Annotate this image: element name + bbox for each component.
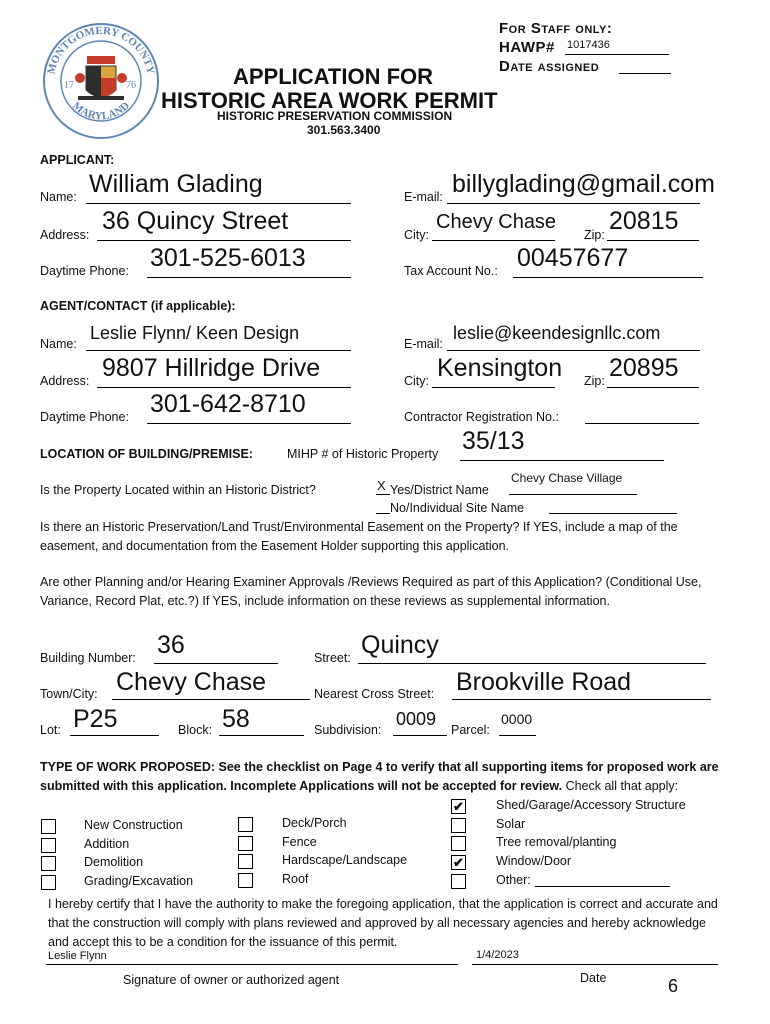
district-name-line — [509, 494, 637, 495]
district-no-line — [376, 513, 390, 514]
hawp-label: HAWP# — [499, 39, 555, 56]
tax-account-label: Tax Account No.: — [404, 264, 498, 278]
agent-zip-line — [607, 387, 699, 388]
block-field[interactable]: 58 — [222, 705, 250, 733]
agent-address-label: Address: — [40, 374, 90, 388]
work-checkbox[interactable] — [238, 854, 253, 869]
applicant-name-field[interactable]: William Glading — [89, 170, 263, 198]
applicant-address-label: Address: — [40, 228, 90, 242]
agent-name-label: Name: — [40, 337, 77, 351]
other-line — [535, 886, 670, 887]
seal-year-right: 76 — [126, 80, 136, 91]
building-number-label: Building Number: — [40, 651, 136, 665]
town-city-line — [112, 699, 310, 700]
applicant-city-field[interactable]: Chevy Chase — [436, 211, 557, 233]
seal-year-left: 17 — [64, 80, 74, 91]
work-checkbox-label: Shed/Garage/Accessory Structure — [496, 798, 686, 812]
title-line-1: APPLICATION FOR — [233, 64, 434, 89]
mihp-field[interactable]: 35/13 — [462, 427, 525, 455]
seal-bottom-text: MARYLAND — [70, 99, 132, 123]
applicant-zip-field[interactable]: 20815 — [609, 207, 679, 235]
district-name-field[interactable]: Chevy Chase Village — [511, 471, 623, 485]
lot-field[interactable]: P25 — [73, 705, 118, 733]
parcel-field[interactable]: 0000 — [501, 711, 533, 727]
cross-street-line — [452, 699, 711, 700]
work-checkbox-label: Addition — [84, 836, 130, 851]
signature-line — [46, 964, 458, 965]
applicant-phone-field[interactable]: 301-525-6013 — [150, 244, 306, 272]
street-field[interactable]: Quincy — [361, 631, 439, 659]
tax-account-line — [513, 277, 703, 278]
applicant-zip-line — [607, 240, 699, 241]
agent-heading: AGENT/CONTACT (if applicable): — [40, 299, 236, 313]
agent-city-field[interactable]: Kensington — [437, 354, 563, 382]
work-checkbox[interactable] — [41, 875, 56, 890]
district-yes-line — [376, 494, 390, 495]
work-checkbox[interactable] — [238, 817, 253, 832]
date-assigned-line — [619, 73, 671, 74]
commission-name: HISTORIC PRESERVATION COMMISSION — [217, 109, 453, 123]
work-checkbox[interactable] — [451, 874, 466, 889]
applicant-email-field[interactable]: billyglading@gmail.com — [452, 170, 715, 198]
agent-address-line — [97, 387, 351, 388]
certification-text: I hereby certify that I have the authority to make the foregoing application, that the application is correct and accurate and that the construction will comply with plans reviewed and approved by all necessary agencies and hereby acknowledge and accept this to be a condition for the issuance of this permit. — [48, 897, 718, 949]
block-label: Block: — [178, 723, 213, 737]
date-label: Date — [580, 971, 607, 985]
district-yes-label: Yes/District Name — [390, 483, 489, 497]
work-type-heading-text: TYPE OF WORK PROPOSED: See the checklist on Page 4 to verify that all supporting items for proposed work are submitted with this application. Incomplete Applications will not be accepted for review. — [40, 760, 719, 793]
commission-phone: 301.563.3400 — [307, 123, 381, 137]
parcel-label: Parcel: — [451, 723, 490, 737]
building-number-line — [154, 663, 278, 664]
site-name-line — [549, 513, 677, 514]
applicant-name-label: Name: — [40, 190, 77, 204]
work-checkbox[interactable] — [41, 856, 56, 871]
agent-city-label: City: — [404, 374, 429, 388]
mihp-line — [460, 460, 664, 461]
easement-question: Is there an Historic Preservation/Land Trust/Environmental Easement on the Property? If YES, include a map of the easement, and documentation from the Easement Holder supporting this application. — [40, 520, 678, 553]
agent-email-line — [447, 350, 700, 351]
staff-heading: For Staff only: — [499, 20, 613, 37]
street-label: Street: — [314, 651, 351, 665]
applicant-zip-label: Zip: — [584, 228, 605, 242]
agent-zip-label: Zip: — [584, 374, 605, 388]
hawp-line — [565, 54, 669, 55]
building-number-field[interactable]: 36 — [157, 631, 185, 659]
subdivision-label: Subdivision: — [314, 723, 382, 737]
work-checkbox-label: New Construction — [84, 818, 183, 832]
agent-zip-field[interactable]: 20895 — [609, 354, 679, 382]
parcel-line — [499, 735, 536, 736]
district-question: Is the Property Located within an Historic District? — [40, 483, 316, 497]
work-checkbox-label: Demolition — [84, 855, 144, 870]
agent-phone-line — [147, 423, 351, 424]
agent-city-line — [432, 387, 555, 388]
work-checkbox-label: Deck/Porch — [282, 816, 347, 830]
work-type-heading — [40, 758, 730, 796]
work-checkbox-label: Hardscape/Landscape — [282, 853, 408, 868]
work-checkbox[interactable]: ✔ — [451, 855, 466, 870]
work-checkbox-label: Tree removal/planting — [496, 835, 617, 850]
district-yes-mark[interactable]: X — [377, 478, 386, 493]
page-number: 6 — [668, 976, 679, 996]
applicant-address-field[interactable]: 36 Quincy Street — [102, 207, 289, 235]
date-assigned-label: Date assigned — [499, 58, 600, 75]
title-line-2: HISTORIC AREA WORK PERMIT — [161, 88, 498, 113]
applicant-phone-label: Daytime Phone: — [40, 264, 129, 278]
approvals-question: Are other Planning and/or Hearing Examiner Approvals /Reviews Required as part of this Application? (Conditional Use, Variance, Record Plat, etc.?) If YES, include information on these reviews as supplemental information. — [40, 575, 702, 608]
tax-account-field[interactable]: 00457677 — [517, 244, 629, 272]
agent-address-field[interactable]: 9807 Hillridge Drive — [102, 354, 321, 382]
work-checkbox[interactable] — [238, 836, 253, 851]
agent-phone-label: Daytime Phone: — [40, 410, 129, 424]
work-checkbox-label: Window/Door — [496, 854, 572, 869]
agent-phone-field[interactable]: 301-642-8710 — [150, 390, 306, 418]
work-type-check-instruction: Check all that apply: — [565, 779, 679, 793]
town-city-label: Town/City: — [40, 687, 98, 701]
agent-email-field[interactable]: leslie@keendesignllc.com — [453, 323, 661, 343]
work-checkbox[interactable] — [451, 818, 466, 833]
work-checkbox-label: Grading/Excavation — [84, 874, 194, 889]
work-checkbox[interactable] — [41, 838, 56, 853]
agent-email-label: E-mail: — [404, 337, 443, 351]
applicant-email-line — [447, 203, 700, 204]
work-checkbox[interactable] — [41, 819, 56, 834]
town-city-field[interactable]: Chevy Chase — [116, 668, 267, 696]
work-checkbox-label: Roof — [282, 872, 309, 887]
signature-field[interactable]: Leslie Flynn — [48, 950, 107, 962]
block-line — [219, 735, 304, 736]
work-checkbox[interactable] — [238, 873, 253, 888]
applicant-heading: APPLICANT: — [40, 153, 115, 167]
signature-label: Signature of owner or authorized agent — [123, 973, 340, 987]
work-checkbox[interactable]: ✔ — [451, 799, 466, 814]
date-line — [472, 964, 718, 965]
location-heading: LOCATION OF BUILDING/PREMISE: — [40, 447, 253, 461]
subdivision-field[interactable]: 0009 — [396, 709, 437, 729]
subdivision-line — [393, 735, 447, 736]
applicant-name-line — [86, 203, 351, 204]
applicant-phone-line — [147, 277, 351, 278]
cross-street-label: Nearest Cross Street: — [314, 687, 435, 701]
county-seal-logo — [42, 20, 160, 142]
applicant-email-label: E-mail: — [404, 190, 443, 204]
seal-top-text: MONTGOMERY COUNTY — [45, 24, 157, 76]
agent-name-line — [86, 350, 351, 351]
work-checkbox-label: Solar — [496, 816, 526, 831]
contractor-registration-label: Contractor Registration No.: — [404, 410, 559, 424]
mihp-label: MIHP # of Historic Property — [287, 447, 439, 461]
applicant-address-line — [97, 240, 351, 241]
street-line — [358, 663, 706, 664]
agent-name-field[interactable]: Leslie Flynn/ Keen Design — [90, 323, 300, 343]
work-checkbox[interactable] — [451, 836, 466, 851]
hawp-value[interactable]: 1017436 — [567, 39, 610, 51]
lot-label: Lot: — [40, 723, 61, 737]
applicant-city-line — [432, 240, 555, 241]
work-checkbox-label: Fence — [282, 834, 317, 849]
applicant-city-label: City: — [404, 228, 429, 242]
lot-line — [70, 735, 159, 736]
district-no-label: No/Individual Site Name — [390, 501, 525, 515]
contractor-registration-line — [585, 423, 699, 424]
date-field[interactable]: 1/4/2023 — [476, 949, 519, 961]
work-checkbox-label: Other: — [496, 872, 531, 887]
cross-street-field[interactable]: Brookville Road — [456, 668, 632, 696]
